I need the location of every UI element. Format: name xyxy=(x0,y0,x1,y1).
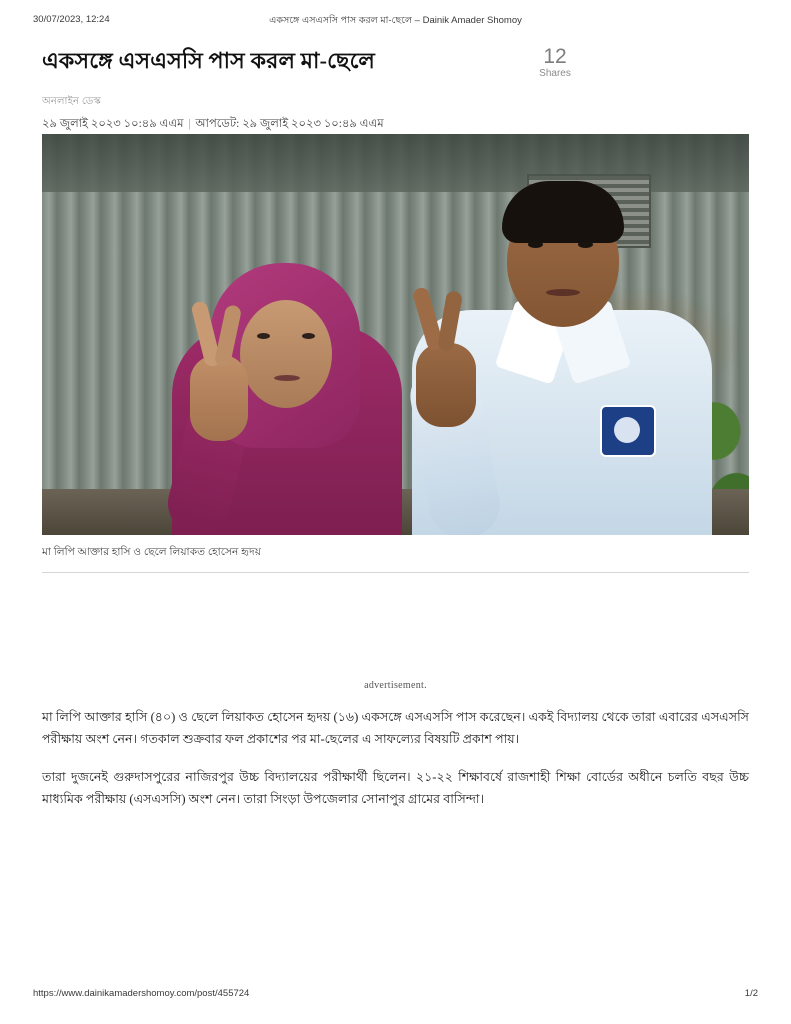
share-count: 12 xyxy=(543,45,567,68)
print-header xyxy=(0,14,791,30)
advertisement-slot xyxy=(42,600,749,720)
print-footer-page-number: 1/2 xyxy=(744,988,758,999)
advertisement-label: advertisement. xyxy=(364,680,427,691)
print-footer xyxy=(0,988,791,1002)
article-content xyxy=(42,46,749,134)
timestamp-separator: | xyxy=(188,117,191,130)
article-paragraph: মা লিপি আক্তার হাসি (৪০) ও ছেলে লিয়াকত হোসেন হৃদয় (১৬) একসঙ্গে এসএসসি পাস করেছেন। একই বিদ্যালয় থেকে তারা এবারের এসএসসি পরীক্ষায় অংশ নেন। গতকাল শুক্রবার ফল প্রকাশের পর মা-ছেলের এ সাফল্যের বিষয়টি প্রকাশ পায়। xyxy=(42,710,749,747)
article-timestamps xyxy=(42,115,749,134)
photo-person-son xyxy=(412,165,712,535)
photo-person-mother xyxy=(162,205,412,535)
article-paragraph: তারা দুজনেই গুরুদাসপুরের নাজিরপুর উচ্চ বিদ্যালয়ের পরীক্ষার্থী ছিলেন। ২১-২২ শিক্ষাবর্ষে রাজশাহী শিক্ষা বোর্ডের অধীনে চলতি বছর উচ্চ মাধ্যমিক পরীক্ষায় (এসএসসি) অংশ নেন। তারা সিংড়া উপজেলার সোনাপুর গ্রামের বাসিন্দা। xyxy=(42,770,749,807)
article-body xyxy=(42,706,749,826)
share-counter[interactable] xyxy=(520,46,590,80)
updated-label: আপডেট: xyxy=(195,117,240,130)
print-header-title: একসঙ্গে এসএসসি পাস করল মা-ছেলে – Dainik Amader Shomoy xyxy=(269,15,522,26)
article-photo xyxy=(42,134,749,535)
article-byline: অনলাইন ডেস্ক xyxy=(42,95,101,107)
print-footer-url: https://www.dainikamadershomoy.com/post/455724 xyxy=(33,988,250,999)
published-time: ২৯ জুলাই ২০২৩ ১০:৪৯ এএম xyxy=(42,117,184,130)
page-title: একসঙ্গে এসএসসি পাস করল মা-ছেলে xyxy=(42,48,376,73)
updated-time: ২৯ জুলাই ২০২৩ ১০:৪৯ এএম xyxy=(242,117,384,130)
section-divider xyxy=(42,572,749,573)
share-label: Shares xyxy=(539,68,571,79)
photo-caption: মা লিপি আক্তার হাসি ও ছেলে লিয়াকত হোসেন হৃদয় xyxy=(42,547,261,558)
print-header-date: 30/07/2023, 12:24 xyxy=(33,14,110,25)
article-figure xyxy=(42,134,749,573)
